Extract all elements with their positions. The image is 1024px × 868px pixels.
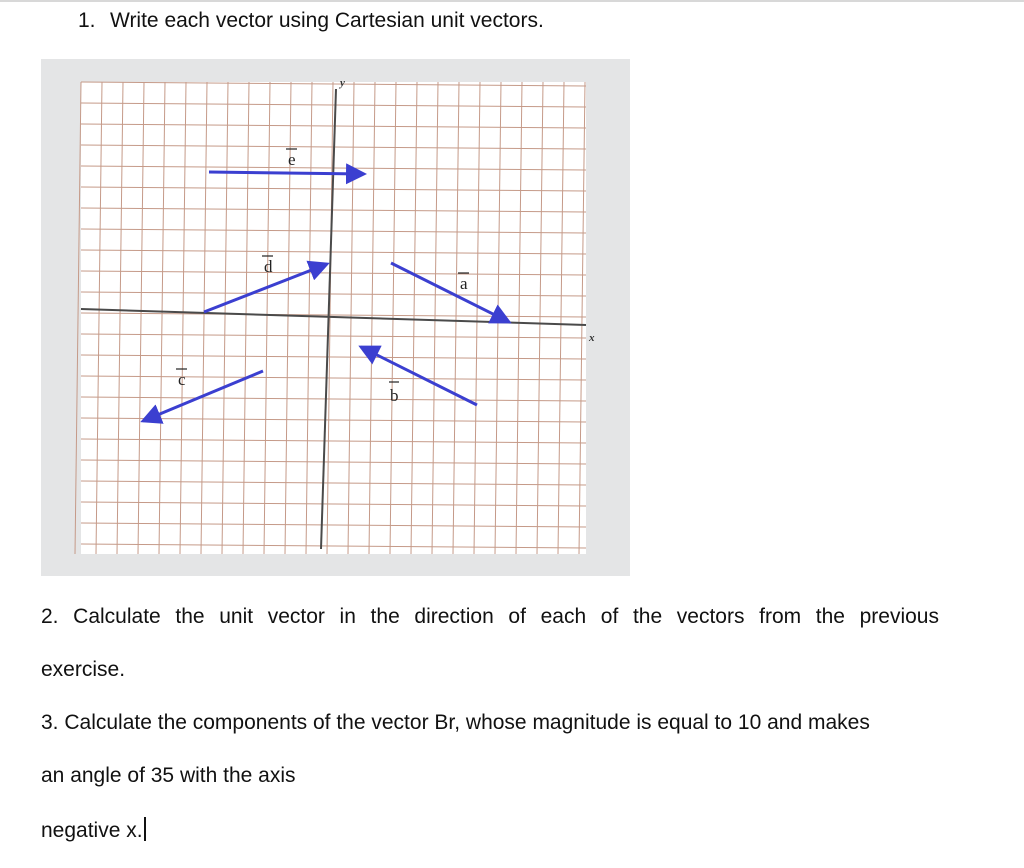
vector-grid-figure: [41, 59, 630, 576]
grid-line-vertical: [75, 82, 81, 554]
question-2-line-2: exercise.: [41, 658, 126, 681]
vector-grid-svg: [41, 59, 630, 576]
question-3-line-3[interactable]: [41, 817, 146, 843]
question-1-text: Write each vector using Cartesian unit vectors.: [110, 9, 544, 32]
question-3-line-1: 3. Calculate the components of the vector Br, whose magnitude is equal to 10 and makes: [41, 711, 870, 734]
question-2-line-1: 2. Calculate the unit vector in the direction of each of the vectors from the previous: [41, 605, 939, 628]
page-top-rule: [0, 0, 1024, 2]
vector-e-label: e: [288, 150, 296, 169]
question-3-line-2: an angle of 35 with the axis: [41, 764, 296, 787]
vector-b-label: b: [390, 386, 399, 405]
text-cursor: [144, 817, 146, 841]
x-axis-label: x: [589, 332, 595, 344]
vector-e-arrow: [209, 172, 364, 174]
y-axis-label: y: [340, 77, 345, 89]
vector-d-label: d: [264, 257, 273, 276]
vector-a-label: a: [460, 274, 468, 293]
question-1: [78, 9, 544, 33]
vector-c-label: c: [178, 370, 186, 389]
question-3-line-3-text: negative x.: [41, 819, 143, 842]
question-1-number: 1.: [78, 9, 96, 32]
